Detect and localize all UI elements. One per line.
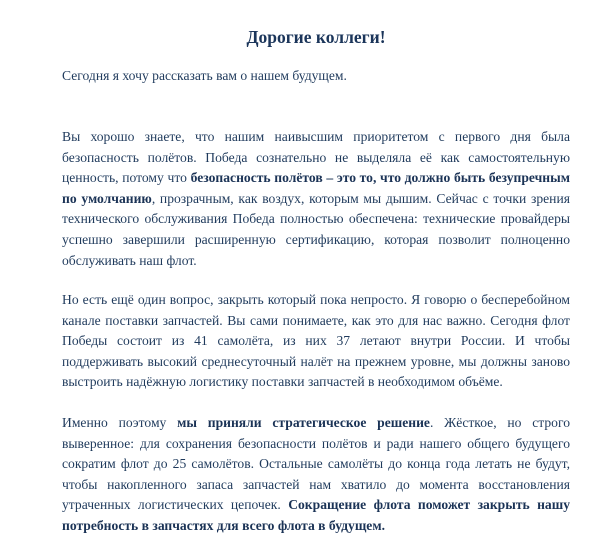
- letter-title: Дорогие коллеги!: [246, 27, 386, 47]
- paragraph-safety-text-1: Вы хорошо знаете, что нашим наивысшим приоритетом с первого дня была безопасность полётов. Победа сознательно не выделяла её как самостоятельную ценность, потому что: [62, 129, 570, 186]
- paragraph-safety-text-2: , прозрачным, как воздух, которым мы дышим. Сейчас с точки зрения технического обслуживания Победа полностью обеспечена: технические провайдеры успешно завершили расширенную сертификацию, которая позволит полноценно обслуживать наш флот.: [62, 190, 570, 268]
- paragraph-safety: [62, 127, 570, 271]
- paragraph-decision-text-1: Именно поэтому: [62, 415, 178, 430]
- paragraph-decision-text-2: . Жёсткое, но строго выверенное: для сохранения безопасности полётов и ради нашего общего будущего сократим флот до 25 самолётов. Остальные самолёты до конца года летать не будут, чтобы накопленного запаса запчастей нам хватило до момента восстановления утраченных логистических цепочек.: [62, 415, 570, 513]
- paragraph-decision-emphasis-1: мы приняли стратегическое решение: [177, 415, 430, 430]
- paragraph-decision: [62, 413, 570, 537]
- paragraph-supply: [62, 290, 570, 393]
- paragraph-supply-text: Но есть ещё один вопрос, закрыть который пока непросто. Я говорю о бесперебойном канале поставки запчастей. Вы сами понимаете, как это для нас важно. Сегодня флот Победы состоит из 41 самолёта, из них 37 летают внутри России. И чтобы поддерживать высокий среднесуточный налёт на прежнем уровне, мы должны заново выстроить надёжную логистику поставки запчастей в необходимом объёме.: [62, 292, 570, 390]
- paragraph-decision-emphasis-2: Сокращение флота поможет закрыть нашу потребность в запчастях для всего флота в будущем.: [62, 497, 571, 533]
- letter-document: [62, 0, 571, 533]
- intro-paragraph: Сегодня я хочу рассказать вам о нашем будущем.: [62, 68, 347, 83]
- paragraph-safety-emphasis: безопасность полётов – это то, что должно быть безупречным по умолчанию: [62, 170, 570, 206]
